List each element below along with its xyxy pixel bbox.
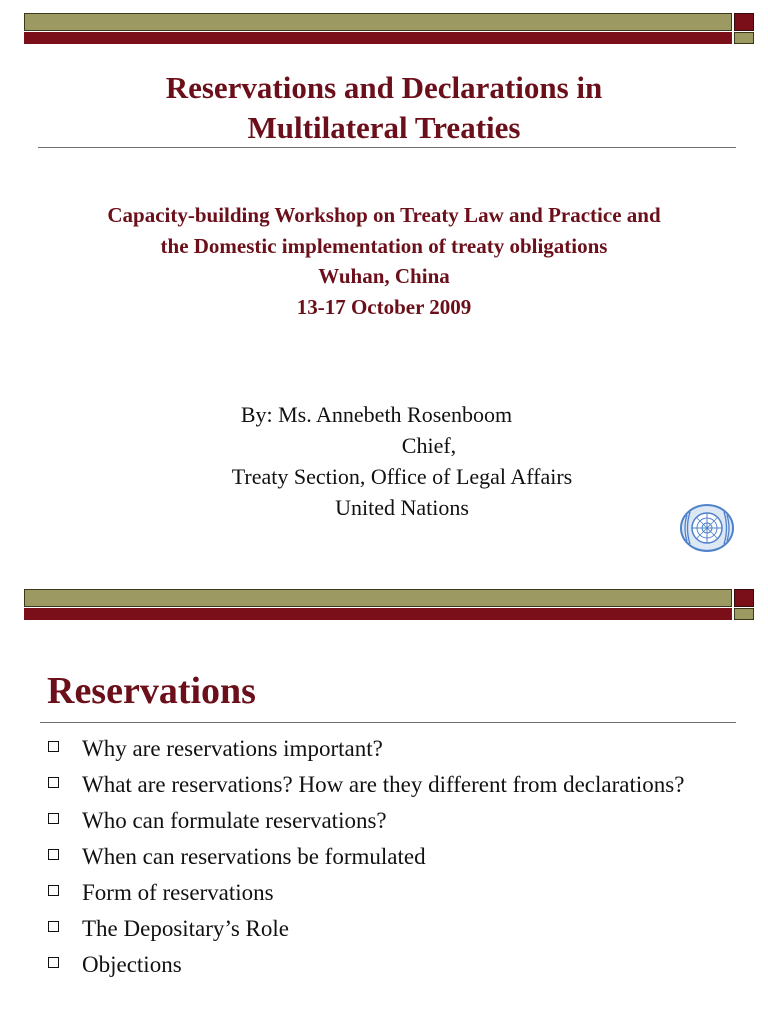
title-divider xyxy=(38,147,736,148)
content-slide xyxy=(0,580,768,1024)
header-bar-olive xyxy=(24,13,732,31)
slide-title-line: Multilateral Treaties xyxy=(247,110,521,145)
square-bullet-icon xyxy=(48,849,59,860)
square-bullet-icon xyxy=(48,741,59,752)
square-bullet-icon xyxy=(48,813,59,824)
bullet-item xyxy=(48,770,728,799)
workshop-date: 13-17 October 2009 xyxy=(296,294,472,319)
square-bullet-icon xyxy=(48,777,59,788)
bullet-item xyxy=(48,950,728,979)
header-square-maroon xyxy=(734,589,754,607)
un-emblem-icon xyxy=(679,503,735,553)
workshop-info xyxy=(0,200,768,322)
bullet-item xyxy=(48,734,728,763)
header-square-maroon xyxy=(734,13,754,31)
bullet-text: Why are reservations important? xyxy=(82,736,383,761)
slide-title xyxy=(0,68,768,148)
square-bullet-icon xyxy=(48,885,59,896)
slide-title-line: Reservations and Declarations in xyxy=(165,70,603,105)
workshop-location: Wuhan, China xyxy=(318,264,450,288)
presenter-office: Treaty Section, Office of Legal Affairs xyxy=(231,464,573,489)
presenter-title: Chief, xyxy=(401,433,457,458)
bullet-text: The Depositary’s Role xyxy=(82,916,289,941)
bullet-item xyxy=(48,914,728,943)
bullet-item xyxy=(48,842,728,871)
bullet-item xyxy=(48,878,728,907)
bullet-text: Who can formulate reservations? xyxy=(82,808,387,833)
bullet-item xyxy=(48,806,728,835)
presenter-name: By: Ms. Annebeth Rosenboom xyxy=(240,402,513,427)
presenter-organization: United Nations xyxy=(335,495,469,520)
bullet-list xyxy=(48,734,728,986)
heading-divider xyxy=(40,722,736,723)
header-square-olive xyxy=(734,608,754,620)
bullet-text: Form of reservations xyxy=(82,880,274,905)
workshop-name-line: Capacity-building Workshop on Treaty Law and Practice and xyxy=(107,203,661,227)
bullet-text: When can reservations be formulated xyxy=(82,844,426,869)
square-bullet-icon xyxy=(48,957,59,968)
workshop-name-line: the Domestic implementation of treaty obligations xyxy=(160,233,608,258)
slide-heading: Reservations xyxy=(47,670,256,712)
bullet-text: What are reservations? How are they different from declarations? xyxy=(82,772,685,797)
header-square-olive xyxy=(734,32,754,44)
header-bar-maroon xyxy=(24,608,732,620)
bullet-text: Objections xyxy=(82,952,182,977)
presenter-info xyxy=(0,399,768,523)
header-bar-olive xyxy=(24,589,732,607)
header-bar-maroon xyxy=(24,32,732,44)
square-bullet-icon xyxy=(48,921,59,932)
